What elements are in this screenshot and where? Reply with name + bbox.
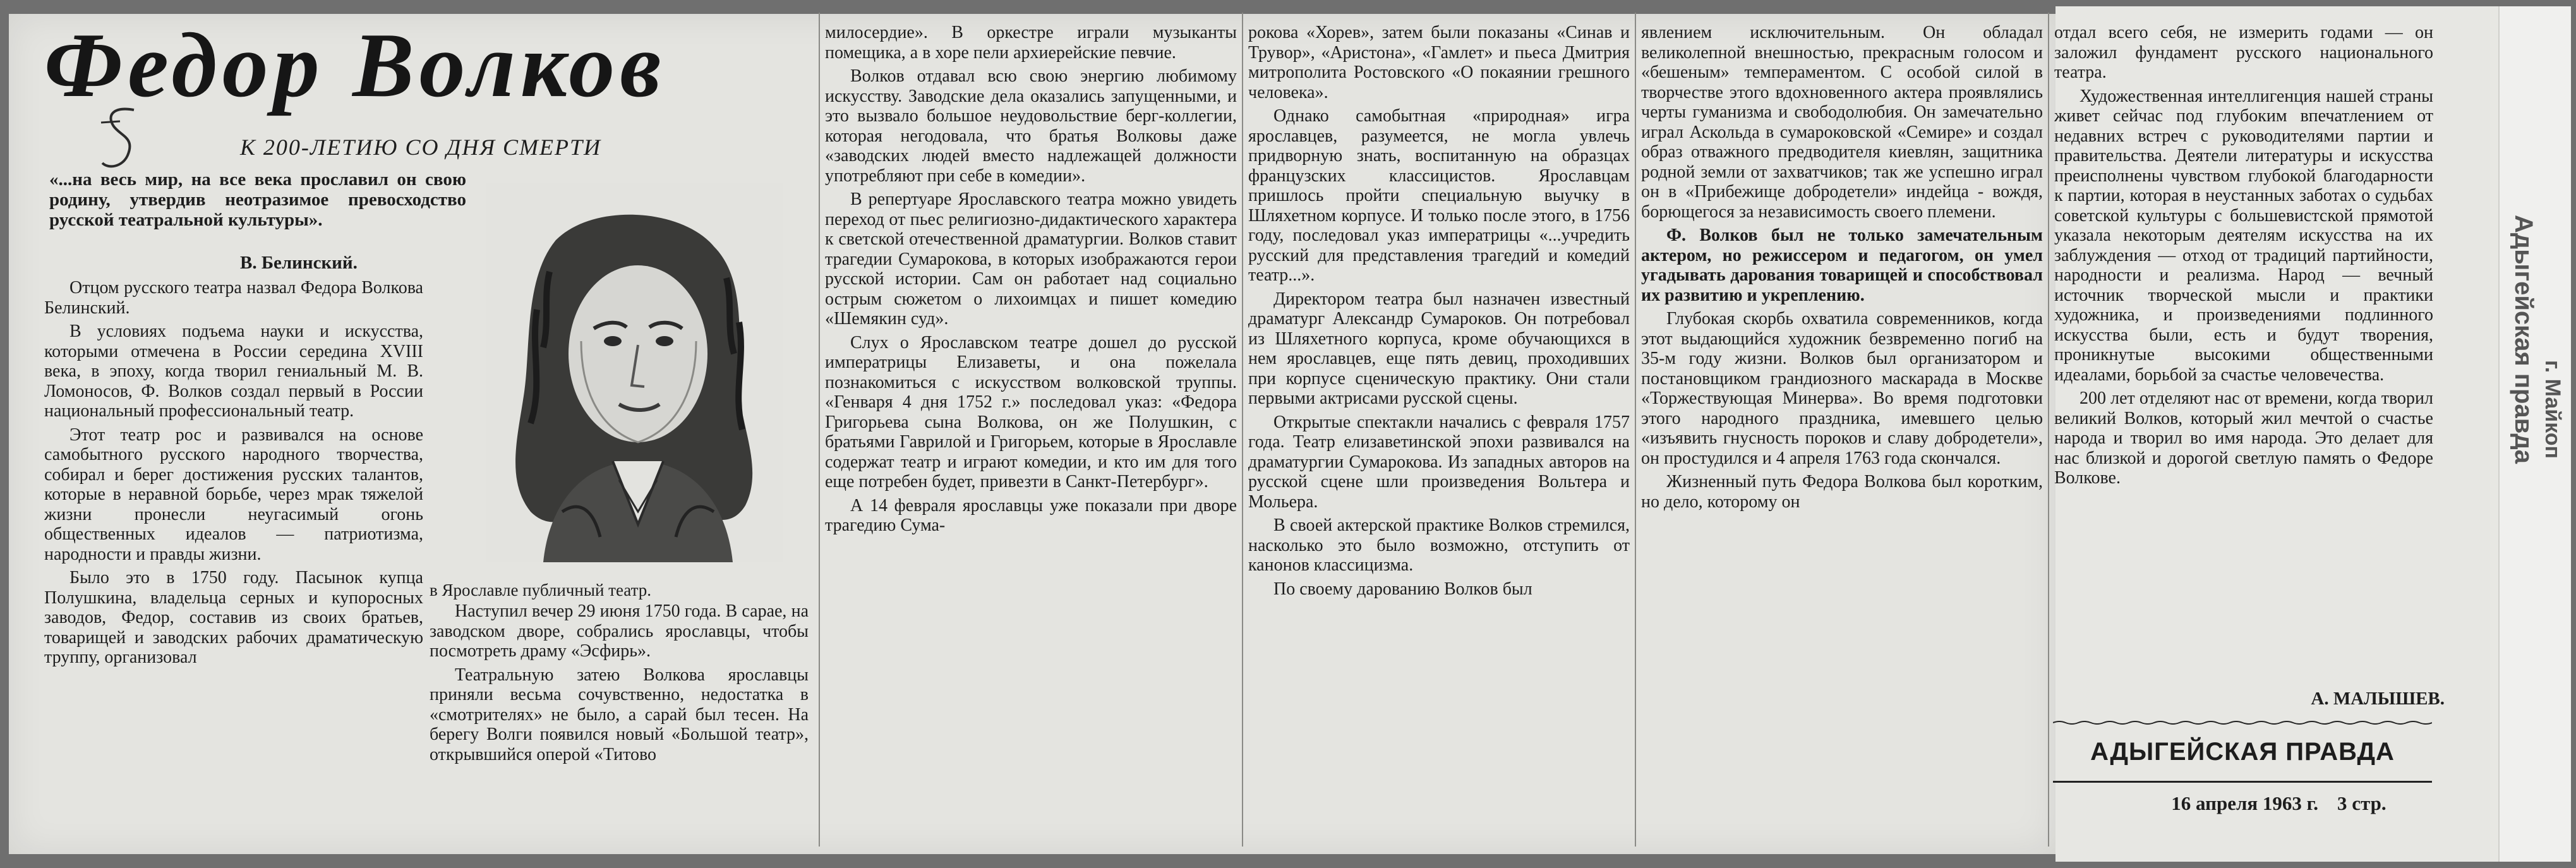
paragraph: Жизненный путь Федора Волкова был коротким, но дело, которому он: [1641, 472, 2043, 512]
column-6: [2054, 23, 2433, 686]
column-rule: [1635, 13, 1636, 847]
paragraph: Открытые спектакли начались с февраля 1757 года. Театр елизаветинской эпохи развивался на драматургии Сумарокова. Из западных авторов на русской сцене шли произведения Вольтера и Мольера.: [1248, 412, 1630, 512]
paragraph: По своему дарованию Волков был: [1273, 579, 1532, 599]
paragraph: В репертуаре Ярославского театра можно увидеть переход от пьес религиозно-дидактического характера к светской отечественной драматургии. Волков ставит трагедии Сумарокова, в которых изображаются герои русской истории. Сам он работает над социально острым сюжетом о лихоимцах и пишет комедию «Шемякин суд».: [825, 190, 1237, 329]
stamp-line-1: Адыгейская правда: [2510, 215, 2537, 464]
paragraph: В условиях подъема науки и искусства, которыми отмечена в России середина XVIII века, в эпоху, когда творил гениальный М. В. Ломоносов, Ф. Волков создал первый в России национальный профессиональный театр.: [44, 322, 423, 421]
article-title: Федор Волков: [44, 14, 666, 116]
newspaper-name: АДЫГЕЙСКАЯ ПРАВДА: [2090, 738, 2395, 766]
author-signature: А. МАЛЫШЕВ.: [2311, 689, 2445, 709]
paragraph: Волков отдавал всю свою энергию любимому искусству. Заводские дела оказались запущенными, и это вызвало большое неудовольствие берг-коллегии, которая негодовала, что братья Волковы даже «заводских людей вместо надлежащей должности употребляют при себе в комедии».: [825, 66, 1237, 186]
issue-date: 16 апреля 1963 г.: [2171, 792, 2318, 814]
paragraph: рокова «Хорев», затем были показаны «Синав и Трувор», «Аристона», «Гамлет» и пьеса Дмитрия митрополита Ростовского «О покаянии грешного человека».: [1248, 23, 1630, 102]
portrait-image: [486, 183, 783, 562]
epigraph: «...на весь мир, на все века прославил он свою родину, утвердив неотразимое превосходство русской театральной культуры».: [49, 169, 466, 230]
article-subtitle: К 200-ЛЕТИЮ СО ДНЯ СМЕРТИ: [240, 135, 602, 160]
paragraph: явлением исключительным. Он обладал великолепной внешностью, прекрасным голосом и «бешеным» темпераментом. С особой силой в творчестве этого вдохновенного актера проявлялись черты гуманизма и свободолюбия. Он замечательно играл Аскольда в сумароковской «Семире» и создал образ отважного предводителя киевлян, защитника родной земли от захватчиков; так же успешно играл он в «Прибежище добродетели» индейца - вождя, борющегося за независимость своего племени.: [1641, 23, 2043, 222]
column-3: [825, 23, 1237, 847]
paragraph: Однако самобытная «природная» игра ярославцев, разумеется, не могла увлечь придворную знать, воспитанную на образцах французских классицистов. Ярославцам пришлось пройти специальную выучку в Шляхетном корпусе. И только после этого, в 1756 году, последовал указ императрицы «...учредить русский для представления трагедий и комедий театр...».: [1248, 106, 1630, 285]
paragraph: Этот театр рос и развивался на основе самобытного русского народного творчества, собирал и берег достижения русских талантов, которые в неравной борьбе, через мрак тяжелой жизни пронесли неугасимый огонь общественных идеалов — патриотизма, народности и правды жизни.: [44, 425, 423, 564]
page-number: 3 стр.: [2337, 792, 2386, 814]
column-1: [44, 278, 423, 847]
epigraph-author: В. Белинский.: [240, 253, 358, 273]
paragraph: В своей актерской практике Волков стремился, насколько это было возможно, отступить от канонов классицизма.: [1248, 515, 1630, 575]
paragraph: отдал всего себя, не измерить годами — он заложил фундамент русского национального театра.: [2054, 23, 2433, 82]
paragraph: Директором театра был назначен известный драматург Александр Сумароков. Он потребовал из Шляхетного корпуса, кроме обучающихся в нем ярославцев, еще пять девиц, проходивших при корпусе сценическую практику. Они стали первыми актрисами русской сцены.: [1248, 289, 1630, 408]
paragraph: Отцом русского театра назвал Федора Волкова Белинский.: [44, 278, 423, 318]
column-4: [1248, 23, 1630, 847]
paragraph: милосердие». В оркестре играли музыканты помещика, а в хоре пели архиерейские певчие.: [825, 23, 1237, 63]
stamp-line-2: г. Майкоп: [2541, 360, 2565, 459]
paragraph: Было это в 1750 году. Пасынок купца Полушкина, владельца серных и купоросных заводов, Федор, составив из своих братьев, товарищей и заводских рабочих драматическую труппу, организовал: [44, 568, 423, 667]
paragraph: Ф. Волков был не только замечательным актером, но режиссером и педагогом, он умел угадывать дарования товарищей и способствовал их развитию и укреплению.: [1641, 226, 2043, 305]
column-rule: [1242, 13, 1243, 847]
paragraph: 200 лет отделяют нас от времени, когда творил великий Волков, который жил мечтой о счастье народа и творил во имя народа. Это делает для нас близкой и дорогой светлую память о Федоре Волкове.: [2054, 389, 2433, 488]
paragraph: Слух о Ярославском театре дошел до русской императрицы Елизаветы, и она пожелала познакомиться с искусством волковской труппы. «Генваря 4 дня 1752 г.» последовал указ: «Федора Григорьева сына Волкова, он же Полушкин, с братьями Гаврилой и Григорьем, которые в Ярославле содержат театр и играют комедии, и кто им для того еще потребен будет, привезти в Санкт-Петербург».: [825, 332, 1237, 491]
paragraph: Художественная интеллигенция нашей страны живет сейчас под глубоким впечатлением от недавних встреч с руководителями партии и правительства. Деятели литературы и искусства преисполнены чувством глубокой благодарности к партии, которая в неустанных заботах о судьбах советской культуры с большевистской прямотой указала некоторым деятелям искусства на их заблуждения — отход от традиций партийности, народности и реализма. Народ — вечный источник творческой мысли и практики художника, и произведениями подлинного искусства были, есть и будут творения, проникнутые высокими общественными идеалами, борьбой за счастье человечества.: [2054, 86, 2433, 385]
footer-divider: [2053, 781, 2432, 783]
pencil-mark-icon: [95, 101, 145, 177]
column-rule: [2048, 13, 2049, 847]
paragraph: Наступил вечер 29 июня 1750 года. В сарае, на заводском дворе, собрались ярославцы, чтобы посмотреть драму «Эсфирь».: [430, 601, 809, 661]
library-stamp: [2501, 208, 2571, 600]
paragraph: А 14 февраля ярославцы уже показали при дворе трагедию Сума-: [825, 495, 1237, 535]
portrait-caption: в Ярославле публичный театр.: [430, 581, 651, 600]
column-5: [1641, 23, 2043, 847]
paragraph: Глубокая скорбь охватила современников, когда этот выдающийся художник безвременно погиб на 35-м году жизни. Волков был организатором и постановщиком грандиозного маскарада в Москве «Торжествующая Минерва». Во время подготовки этого народного праздника, имевшего целью «изъявить гнусность пороков и славу добродетели», он простудился и 4 апреля 1763 года скончался.: [1641, 309, 2043, 468]
paragraph: Театральную затею Волкова ярославцы приняли весьма сочувственно, недостатка в «смотрителях» не было, а сарай был тесен. На берегу Волги появился новый «Большой театр», открывшийся оперой «Титово: [430, 665, 809, 764]
column-rule: [819, 13, 820, 847]
column-2: [430, 601, 809, 847]
wavy-divider: [2053, 720, 2432, 725]
